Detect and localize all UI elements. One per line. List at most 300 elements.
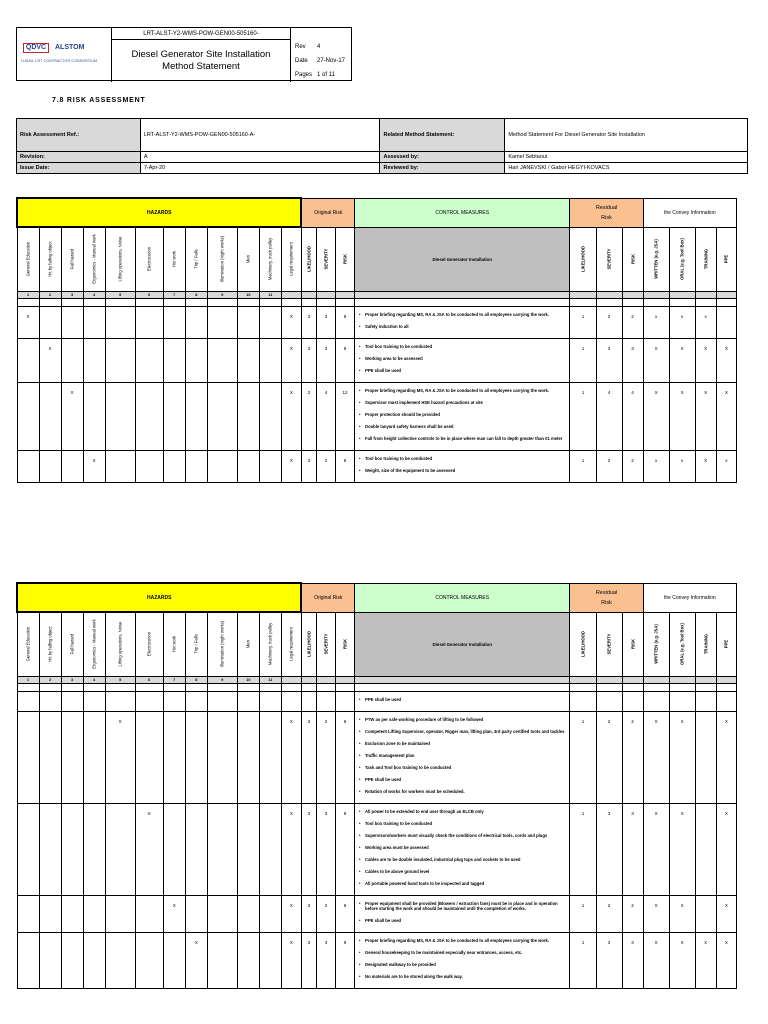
control-measure xyxy=(359,312,565,317)
likelihood-cell: 3 xyxy=(301,338,316,382)
hazard-column-label: Machinery, truck pulley xyxy=(267,622,273,666)
hazard-column-header xyxy=(207,612,237,676)
column-number: 3 xyxy=(61,676,83,683)
hazard-cell xyxy=(61,932,83,988)
convey-cell: X xyxy=(716,382,736,450)
control-measure-text: Cables to be above ground level xyxy=(365,868,430,874)
control-measure xyxy=(359,368,565,373)
residual-label-1: Residual xyxy=(595,204,618,211)
control-measure-text: Tool box training to be conducted xyxy=(365,820,433,826)
hazard-cell xyxy=(61,895,83,932)
hazard-cell xyxy=(61,803,83,895)
spacer-cell xyxy=(643,683,669,691)
hazard-cell xyxy=(17,895,39,932)
number-row-cell xyxy=(281,676,301,683)
convey-header: the Convey Information xyxy=(643,583,736,612)
document-meta xyxy=(291,40,353,82)
residual-risk-cell: 2 xyxy=(622,895,643,932)
residual-column-header xyxy=(622,612,643,676)
hazard-column-label: Lifting operations, Noise xyxy=(117,236,123,282)
spacer-cell xyxy=(259,298,281,306)
number-row-cell xyxy=(596,676,622,683)
hazard-cell xyxy=(237,803,259,895)
residual-column-label: LIKELIHOOD xyxy=(580,631,586,657)
hazard-cell xyxy=(61,691,83,711)
risk-row xyxy=(17,803,737,895)
residual-column-header xyxy=(596,612,622,676)
number-row-cell xyxy=(669,676,695,683)
residual-likelihood-cell: 1 xyxy=(570,803,596,895)
residual-column-header xyxy=(570,612,596,676)
column-number: 2 xyxy=(39,291,61,298)
hazard-cell xyxy=(237,338,259,382)
hazard-cell xyxy=(259,306,281,338)
hazard-cell xyxy=(61,338,83,382)
risk-row xyxy=(17,450,737,482)
control-measure xyxy=(359,901,565,911)
hazard-cell xyxy=(259,711,281,803)
number-row-cell xyxy=(301,676,316,683)
hazard-column-label: Hot work xyxy=(171,635,177,653)
hazard-cell xyxy=(237,711,259,803)
hazard-column-header xyxy=(17,227,39,291)
bullet-icon: • xyxy=(359,752,361,758)
convey-column-label: PPE xyxy=(723,639,729,649)
date-value: 27-Nov-17 xyxy=(317,58,346,64)
hazard-cell xyxy=(17,382,39,450)
convey-cell: x xyxy=(695,306,716,338)
hazard-column-header xyxy=(237,227,259,291)
spacer-cell xyxy=(335,298,354,306)
control-measure xyxy=(359,741,565,746)
hazard-cell xyxy=(237,895,259,932)
hazard-cell xyxy=(105,382,135,450)
convey-cell: X xyxy=(695,338,716,382)
spacer-cell xyxy=(669,298,695,306)
spacer-cell xyxy=(237,683,259,691)
bullet-icon: • xyxy=(359,776,361,782)
convey-cell: x xyxy=(669,306,695,338)
hazard-cell xyxy=(185,691,207,711)
severity-cell: 3 xyxy=(316,306,335,338)
hazard-cell xyxy=(17,932,39,988)
control-measures-header: CONTROL MEASURES xyxy=(355,583,570,612)
risk-column-header xyxy=(335,227,354,291)
control-measures-cell xyxy=(355,711,570,803)
convey-column-label: WRITTEN (e.g. JSA) xyxy=(653,624,659,664)
convey-cell: X xyxy=(643,932,669,988)
bullet-icon: • xyxy=(359,961,361,967)
hazard-cell xyxy=(237,691,259,711)
spacer-cell xyxy=(301,683,316,691)
convey-column-label: ORAL (e.g. Tool Box) xyxy=(679,623,685,665)
hazards-header: HAZARDS xyxy=(17,583,301,612)
risk-row xyxy=(17,306,737,338)
bullet-icon: • xyxy=(359,399,361,405)
control-measure-text: Cables are to be double insulated, industrial plug tops and sockets to be used xyxy=(365,856,521,862)
control-measure xyxy=(359,356,565,361)
hazard-column-label: Electrocution xyxy=(146,247,152,272)
hazard-cell xyxy=(259,450,281,482)
control-measure-text: Traffic management plan xyxy=(365,752,415,758)
severity-cell: 4 xyxy=(316,382,335,450)
column-number: 4 xyxy=(83,676,105,683)
spacer-cell xyxy=(622,683,643,691)
residual-likelihood-cell: 1 xyxy=(570,932,596,988)
likelihood-cell: 3 xyxy=(301,895,316,932)
number-row-cell xyxy=(316,676,335,683)
spacer-cell xyxy=(355,683,570,691)
risk-cell: 9 xyxy=(335,306,354,338)
hazard-cell xyxy=(61,450,83,482)
residual-risk-cell: 3 xyxy=(622,338,643,382)
residual-column-label: LIKELIHOOD xyxy=(580,246,586,272)
legal-cell: X xyxy=(281,338,301,382)
hazard-cell xyxy=(135,450,163,482)
document-header xyxy=(16,27,352,81)
hazard-column-header xyxy=(163,612,185,676)
hazard-cell xyxy=(135,932,163,988)
bullet-icon: • xyxy=(359,832,361,838)
hazard-column-label: Machinery, truck pulley xyxy=(267,237,273,281)
convey-cell: X xyxy=(643,803,669,895)
risk-column-label: RISK xyxy=(342,253,348,265)
convey-column-header xyxy=(716,612,736,676)
hazard-column-header xyxy=(259,227,281,291)
hazard-column-label: Legal requirement xyxy=(288,242,294,277)
bullet-icon: • xyxy=(359,435,361,441)
severity-cell: 2 xyxy=(316,895,335,932)
spacer-cell xyxy=(716,683,736,691)
spacer-cell xyxy=(316,683,335,691)
control-measures-cell xyxy=(355,932,570,988)
hazard-mark: X xyxy=(105,711,135,803)
spacer-cell xyxy=(259,683,281,691)
number-row-cell xyxy=(716,291,736,298)
legal-cell: X xyxy=(281,932,301,988)
convey-column-header xyxy=(669,612,695,676)
risk-column-label: LIKELIHOOD xyxy=(306,631,312,657)
hazard-cell xyxy=(207,382,237,450)
issue-value: 7-Apr-20 xyxy=(140,163,380,174)
spacer-cell xyxy=(716,298,736,306)
convey-cell: X xyxy=(643,895,669,932)
residual-likelihood-cell: 1 xyxy=(570,382,596,450)
convey-header: the Convey Information xyxy=(643,198,736,227)
residual-column-header xyxy=(570,227,596,291)
spacer-cell xyxy=(281,298,301,306)
hazard-column-label: Fall hazard xyxy=(69,248,75,270)
convey-cell xyxy=(695,895,716,932)
convey-cell xyxy=(716,306,736,338)
hazard-column-label: Ergonomics - Manual work xyxy=(91,619,97,670)
risk-column-header xyxy=(301,612,316,676)
hazard-column-label: Men xyxy=(245,640,251,649)
control-measures-cell xyxy=(355,895,570,932)
column-number: 2 xyxy=(39,676,61,683)
hazard-cell xyxy=(61,711,83,803)
control-measure-text: Double lanyard safety harness shall be used xyxy=(365,423,454,429)
spacer-cell xyxy=(135,298,163,306)
bullet-icon: • xyxy=(359,856,361,862)
hazard-cell xyxy=(259,895,281,932)
hazard-cell xyxy=(207,306,237,338)
column-number: 10 xyxy=(237,291,259,298)
hazard-cell xyxy=(163,382,185,450)
convey-column-header xyxy=(643,227,669,291)
convey-cell: x xyxy=(643,450,669,482)
revision-value: A xyxy=(140,152,380,163)
control-measures-header: CONTROL MEASURES xyxy=(355,198,570,227)
column-number: 4 xyxy=(83,291,105,298)
risk-column-label: SEVERITY xyxy=(323,248,329,270)
column-number: 1 xyxy=(17,291,39,298)
rev-value: 4 xyxy=(317,44,321,50)
spacer-cell xyxy=(61,298,83,306)
spacer-cell xyxy=(105,298,135,306)
bullet-icon: • xyxy=(359,880,361,886)
residual-risk-cell: 3 xyxy=(622,932,643,988)
spacer-cell xyxy=(695,683,716,691)
risk-row xyxy=(17,932,737,988)
residual-column-label: SEVERITY xyxy=(606,633,612,655)
hazard-cell xyxy=(39,306,61,338)
risk-column-label: RISK xyxy=(342,638,348,650)
number-row-cell xyxy=(355,676,570,683)
hazard-column-label: Men xyxy=(245,255,251,264)
convey-cell xyxy=(695,691,716,711)
hazard-column-header xyxy=(281,612,301,676)
hazard-column-header xyxy=(163,227,185,291)
number-row-cell xyxy=(695,291,716,298)
bullet-icon: • xyxy=(359,973,361,979)
spacer-cell xyxy=(570,298,596,306)
convey-column-header xyxy=(716,227,736,291)
control-measure-text: Working area to be assessed xyxy=(365,355,423,361)
hazard-cell xyxy=(237,306,259,338)
risk-cell xyxy=(335,691,354,711)
control-measure-text: Working area must be assessed xyxy=(365,844,429,850)
spacer-cell xyxy=(39,298,61,306)
severity-cell: 3 xyxy=(316,338,335,382)
control-measure-text: PTW as per safe working procedure of lifting to be followed xyxy=(365,716,484,722)
convey-cell: x xyxy=(669,450,695,482)
number-row-cell xyxy=(716,676,736,683)
hazard-cell xyxy=(83,803,105,895)
control-measure-text: Supervisor must implement HSE hazard precautions at site xyxy=(365,399,483,405)
convey-cell xyxy=(716,691,736,711)
hazard-cell xyxy=(185,895,207,932)
legal-cell: X xyxy=(281,711,301,803)
residual-risk-header xyxy=(570,198,643,227)
hazard-cell xyxy=(17,450,39,482)
hazard-cell xyxy=(163,450,185,482)
bullet-icon: • xyxy=(359,343,361,349)
convey-cell: X xyxy=(669,932,695,988)
bullet-icon: • xyxy=(359,900,361,906)
residual-risk-cell: 4 xyxy=(622,382,643,450)
convey-column-label: TRAINING xyxy=(703,248,709,270)
hazard-column-header xyxy=(61,612,83,676)
residual-column-label: RISK xyxy=(630,253,636,265)
number-row-cell xyxy=(622,291,643,298)
column-number: 9 xyxy=(207,676,237,683)
hazard-cell xyxy=(83,711,105,803)
residual-likelihood-cell xyxy=(570,691,596,711)
control-measure-text: Proper briefing regarding MS, RA & JSA to be conducted to all employees carrying the work. xyxy=(365,937,550,943)
residual-risk-cell: 2 xyxy=(622,711,643,803)
severity-cell: 2 xyxy=(316,711,335,803)
hazard-cell xyxy=(185,450,207,482)
control-measure xyxy=(359,938,565,943)
control-measure xyxy=(359,789,565,794)
original-risk-header: Original Risk xyxy=(301,583,354,612)
convey-cell: X xyxy=(669,895,695,932)
spacer-cell xyxy=(185,298,207,306)
convey-cell: x xyxy=(643,306,669,338)
hazard-cell xyxy=(105,803,135,895)
control-measure-text: Tool box training to be conducted xyxy=(365,455,433,461)
date-label: Date xyxy=(295,58,308,64)
spacer-cell xyxy=(643,298,669,306)
residual-likelihood-cell: 1 xyxy=(570,895,596,932)
number-row-cell xyxy=(570,291,596,298)
severity-cell: 3 xyxy=(316,932,335,988)
convey-cell: X xyxy=(695,382,716,450)
assessment-info-table xyxy=(16,118,748,174)
logo-tagline: LUSAIL LRT CONTRACTOR CONSORTIUM xyxy=(21,59,98,63)
control-measure-text: General housekeeping to be maintained especially near entrances, access, etc. xyxy=(365,949,523,955)
hazard-mark: X xyxy=(83,450,105,482)
hazard-cell xyxy=(17,803,39,895)
column-number: 7 xyxy=(163,676,185,683)
severity-cell: 3 xyxy=(316,803,335,895)
number-row-cell xyxy=(669,291,695,298)
convey-column-label: TRAINING xyxy=(703,633,709,655)
legal-cell: X xyxy=(281,382,301,450)
dgi-header: Diesel Generator Installation xyxy=(355,612,570,676)
spacer-cell xyxy=(185,683,207,691)
control-measure xyxy=(359,400,565,405)
hazard-cell xyxy=(185,382,207,450)
convey-cell xyxy=(695,803,716,895)
hazard-cell xyxy=(17,338,39,382)
convey-column-header xyxy=(669,227,695,291)
convey-cell: X xyxy=(716,711,736,803)
number-row-cell xyxy=(596,291,622,298)
spacer-cell xyxy=(281,683,301,691)
pages-label: Pages xyxy=(295,72,313,78)
number-row-cell xyxy=(570,676,596,683)
hazard-cell xyxy=(105,932,135,988)
hazards-header: HAZARDS xyxy=(17,198,301,227)
hazard-cell xyxy=(259,803,281,895)
column-number: 8 xyxy=(185,291,207,298)
control-measure xyxy=(359,388,565,393)
bullet-icon: • xyxy=(359,411,361,417)
residual-column-header xyxy=(596,227,622,291)
hazard-mark: X xyxy=(39,338,61,382)
control-measure xyxy=(359,753,565,758)
hazard-cell xyxy=(135,895,163,932)
control-measure-text: Tool box training to be conducted xyxy=(365,343,433,349)
residual-severity-cell: 3 xyxy=(596,803,622,895)
spacer-cell xyxy=(570,683,596,691)
dgi-header: Diesel Generator Installation xyxy=(355,227,570,291)
control-measures-cell xyxy=(355,338,570,382)
hazard-column-label: Legal requirement xyxy=(288,627,294,662)
convey-cell: X xyxy=(643,711,669,803)
risk-column-label: SEVERITY xyxy=(323,633,329,655)
control-measure-text: PPE shall be used xyxy=(365,367,402,373)
hazard-cell xyxy=(39,895,61,932)
number-row-cell xyxy=(643,291,669,298)
ref-value: LRT-ALST-Y2-WMS-POW-GEN00-505160-A- xyxy=(140,119,380,152)
spacer-cell xyxy=(596,683,622,691)
hazard-column-label: Illumination (night works) xyxy=(219,621,225,668)
hazard-column-header xyxy=(135,227,163,291)
risk-column-header xyxy=(316,612,335,676)
convey-cell: X xyxy=(643,382,669,450)
legal-cell: X xyxy=(281,803,301,895)
hazard-column-label: Ergonomics - Manual work xyxy=(91,234,97,285)
related-value: Method Statement For Diesel Generator Site Installation xyxy=(505,119,748,152)
residual-likelihood-cell: 1 xyxy=(570,711,596,803)
hazard-column-header xyxy=(135,612,163,676)
convey-column-label: ORAL (e.g. Tool Box) xyxy=(679,238,685,280)
control-measures-cell xyxy=(355,450,570,482)
bullet-icon: • xyxy=(359,716,361,722)
convey-cell xyxy=(643,691,669,711)
bullet-icon: • xyxy=(359,868,361,874)
hazard-cell xyxy=(259,338,281,382)
column-number: 6 xyxy=(135,291,163,298)
hazard-cell xyxy=(185,803,207,895)
hazard-cell xyxy=(17,711,39,803)
number-row-cell xyxy=(355,291,570,298)
control-measures-cell xyxy=(355,382,570,450)
document-title xyxy=(112,40,291,82)
likelihood-cell: 3 xyxy=(301,711,316,803)
bullet-icon: • xyxy=(359,820,361,826)
likelihood-cell: 3 xyxy=(301,382,316,450)
convey-column-header xyxy=(643,612,669,676)
spacer-cell xyxy=(83,683,105,691)
number-row-cell xyxy=(695,676,716,683)
hazard-column-header xyxy=(83,227,105,291)
control-measure xyxy=(359,765,565,770)
control-measure xyxy=(359,950,565,955)
spacer-cell xyxy=(622,298,643,306)
hazard-column-label: General Education xyxy=(25,626,31,662)
hazard-mark: X xyxy=(61,382,83,450)
number-row-cell xyxy=(316,291,335,298)
residual-severity-cell: 2 xyxy=(596,895,622,932)
hazard-cell xyxy=(185,338,207,382)
risk-cell: 12 xyxy=(335,382,354,450)
qdvc-logo: QDVC xyxy=(23,43,49,53)
risk-row xyxy=(17,382,737,450)
control-measure-text: Rotation of works for workers must be scheduled. xyxy=(365,788,465,794)
number-row-cell xyxy=(622,676,643,683)
residual-risk-cell: 2 xyxy=(622,306,643,338)
hazard-cell xyxy=(185,306,207,338)
hazard-column-label: Trip / Falls xyxy=(193,634,199,654)
column-number: 3 xyxy=(61,291,83,298)
risk-column-header xyxy=(335,612,354,676)
spacer-cell xyxy=(17,683,39,691)
hazard-cell xyxy=(163,306,185,338)
